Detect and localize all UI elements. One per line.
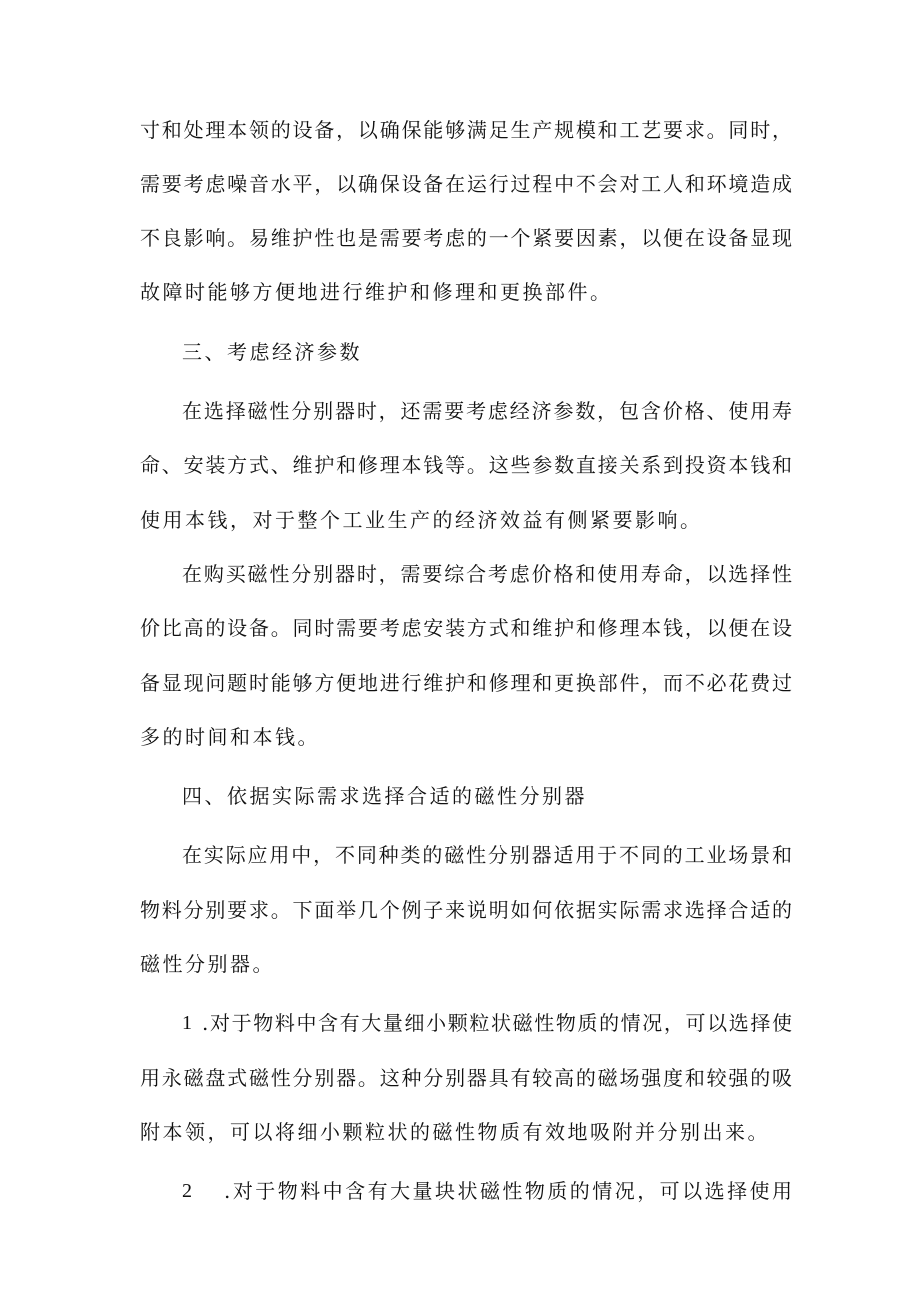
list-number: 2 [182, 1180, 192, 1202]
list-item-text: .对于物料中含有大量块状磁性物质的情况，可以选择使用 [224, 1179, 792, 1203]
paragraph-line: 在购买磁性分别器时，需要综合考虑价格和使用寿命，以选择性 [182, 562, 792, 586]
paragraph-line: 需要考虑噪音水平，以确保设备在运行过程中不会对工人和环境造成 [140, 172, 792, 196]
paragraph-line: 物料分别要求。下面举几个例子来说明如何依据实际需求选择合适的 [140, 898, 792, 922]
paragraph-line: 价比高的设备。同时需要考虑安装方式和维护和修理本钱，以便在设 [140, 616, 792, 640]
paragraph-line: 备显现问题时能够方便地进行维护和修理和更换部件，而不必花费过 [140, 671, 792, 695]
paragraph-line: 用永磁盘式磁性分别器。这种分别器具有较高的磁场强度和较强的吸 [140, 1066, 792, 1090]
paragraph-line: 命、安装方式、维护和修理本钱等。这些参数直接关系到投资本钱和 [140, 453, 792, 477]
paragraph-line: 使用本钱，对于整个工业生产的经济效益有侧紧要影响。 [140, 508, 703, 532]
paragraph-line: 磁性分别器。 [140, 952, 275, 976]
list-item-text: .对于物料中含有大量细小颗粒状磁性物质的情况，可以选择使 [202, 1011, 792, 1035]
paragraph-line: 寸和处理本领的设备，以确保能够满足生产规模和工艺要求。同时， [140, 118, 792, 142]
section-heading: 三、考虑经济参数 [182, 340, 362, 364]
list-item-1-first-line [182, 1009, 792, 1037]
paragraph-line: 不良影响。易维护性也是需要考虑的一个紧要因素，以便在设备显现 [140, 226, 792, 250]
paragraph-line: 附本领，可以将细小颗粒状的磁性物质有效地吸附并分别出来。 [140, 1120, 770, 1144]
section-heading: 四、依据实际需求选择合适的磁性分别器 [182, 784, 587, 808]
paragraph-line: 多的时间和本钱。 [140, 725, 320, 749]
paragraph-line: 在实际应用中，不同种类的磁性分别器适用于不同的工业场景和 [182, 843, 792, 867]
paragraph-line: 在选择磁性分别器时，还需要考虑经济参数，包含价格、使用寿 [182, 399, 792, 423]
paragraph-line: 故障时能够方便地进行维护和修理和更换部件。 [140, 280, 613, 304]
list-item-2-first-line [182, 1177, 792, 1205]
list-number: 1 [182, 1012, 192, 1034]
